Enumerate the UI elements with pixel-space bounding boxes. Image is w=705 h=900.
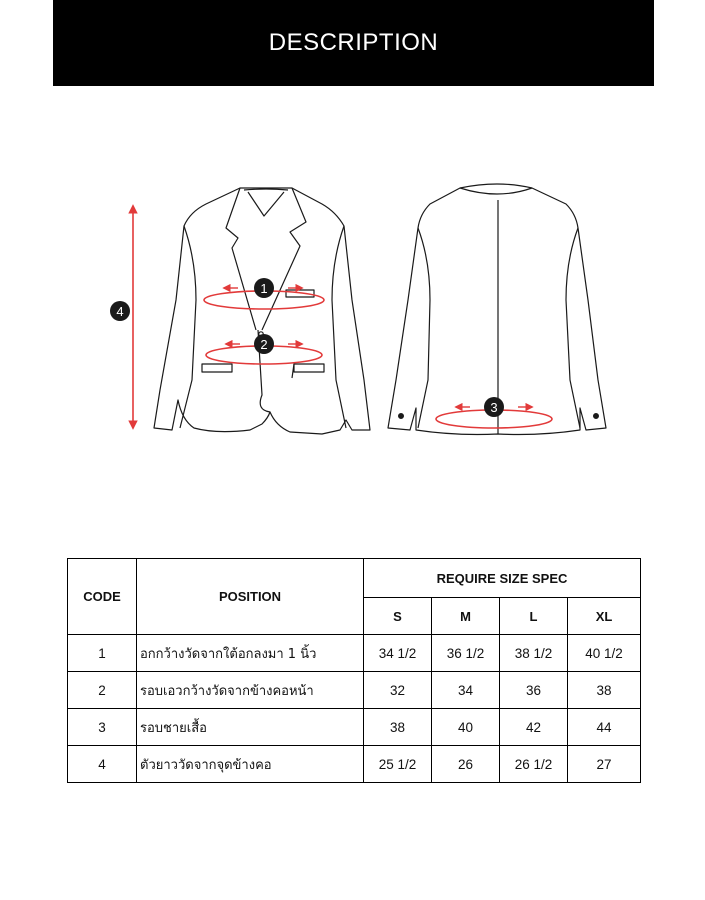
spec-header: REQUIRE SIZE SPEC: [364, 559, 641, 598]
code-header: CODE: [68, 559, 137, 635]
value-xl: 44: [568, 709, 641, 746]
value-l: 36: [500, 672, 568, 709]
value-l: 26 1/2: [500, 746, 568, 783]
table-row: [68, 746, 641, 783]
value-m: 34: [432, 672, 500, 709]
table-row: [68, 635, 641, 672]
value-xl: 38: [568, 672, 641, 709]
value-xl: 27: [568, 746, 641, 783]
position-header: POSITION: [137, 559, 364, 635]
row-position: อกกว้างวัดจากใต้อกลงมา 1 นิ้ว: [137, 635, 364, 672]
table-row: [68, 672, 641, 709]
page-title: DESCRIPTION: [268, 29, 439, 56]
value-s: 34 1/2: [364, 635, 432, 672]
value-s: 38: [364, 709, 432, 746]
marker-2: [254, 334, 274, 354]
value-l: 38 1/2: [500, 635, 568, 672]
row-code: 1: [68, 635, 137, 672]
size-header-xl: XL: [568, 598, 641, 635]
marker-4: [110, 301, 130, 321]
size-spec-table: [67, 558, 641, 783]
svg-text:1: 1: [260, 281, 268, 296]
value-xl: 40 1/2: [568, 635, 641, 672]
svg-text:4: 4: [116, 304, 124, 319]
value-l: 42: [500, 709, 568, 746]
row-position: รอบชายเสื้อ: [137, 709, 364, 746]
row-code: 2: [68, 672, 137, 709]
size-header-l: L: [500, 598, 568, 635]
jacket-front-illustration: [154, 188, 370, 434]
svg-text:3: 3: [490, 400, 498, 415]
marker-1: [254, 278, 274, 298]
jacket-back-illustration: [388, 184, 606, 435]
value-s: 25 1/2: [364, 746, 432, 783]
size-header-m: M: [432, 598, 500, 635]
value-m: 36 1/2: [432, 635, 500, 672]
value-m: 26: [432, 746, 500, 783]
svg-text:2: 2: [260, 337, 268, 352]
table-row: [68, 709, 641, 746]
row-code: 4: [68, 746, 137, 783]
row-code: 3: [68, 709, 137, 746]
value-s: 32: [364, 672, 432, 709]
marker-3: [484, 397, 504, 417]
row-position: รอบเอวกว้างวัดจากข้างคอหน้า: [137, 672, 364, 709]
value-m: 40: [432, 709, 500, 746]
row-position: ตัวยาววัดจากจุดข้างคอ: [137, 746, 364, 783]
size-header-s: S: [364, 598, 432, 635]
